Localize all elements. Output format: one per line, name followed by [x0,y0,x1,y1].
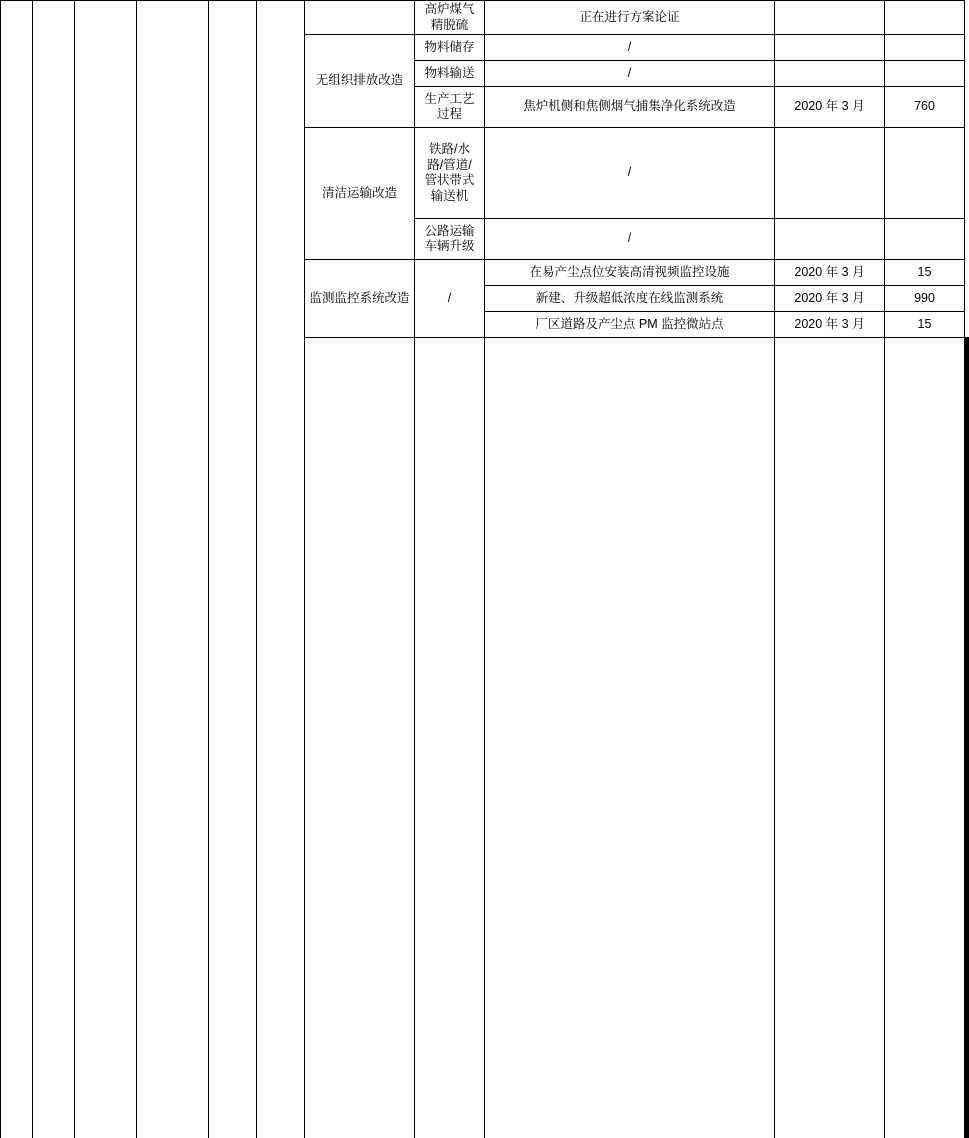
cell-capacity2-prev [257,1,305,1138]
cell-category-bfg-prev [305,1,415,35]
cell-company-prev [137,1,209,1138]
cell-content: / [485,35,775,61]
cell-category-clean-transport: 清洁运输改造 [305,128,415,260]
cell-content-bfg-prev: 正在进行方案论证 [485,1,775,35]
cell-amount: 15 [885,312,965,338]
cell-index [305,338,415,1138]
cell-city-prev [33,1,75,1138]
cell-amount-bfg-prev [885,1,965,35]
cell-company [775,338,885,1138]
cell-process: 铁路/水 路/管道/ 管状带式 输送机 [415,128,485,219]
cell-process: 物料储存 [415,35,485,61]
cell-category-monitoring: 监测监控系统改造 [305,260,415,338]
cell-category-unorganized-prev: 无组织排放改造 [305,35,415,128]
cell-capacity1 [885,338,965,1138]
cell-deadline: 2020 年 3 月 [775,87,885,128]
cell-process-bfg-prev: 高炉煤气 精脱硫 [415,1,485,35]
cell-deadline-bfg-prev [775,1,885,35]
cell-city [415,338,485,1138]
cell-amount: 15 [885,260,965,286]
cell-deadline: 2020 年 3 月 [775,312,885,338]
cell-process: 公路运输 车辆升级 [415,219,485,260]
cell-content: 焦炉机侧和焦侧烟气捕集净化系统改造 [485,87,775,128]
cell-process: 物料输送 [415,61,485,87]
cell-amount [885,61,965,87]
cell-deadline [775,219,885,260]
cell-deadline: 2020 年 3 月 [775,286,885,312]
cell-amount: 760 [885,87,965,128]
cell-amount [885,219,965,260]
cell-deadline [775,128,885,219]
cell-process: 生产工艺 过程 [415,87,485,128]
cell-content: / [485,61,775,87]
cell-capacity1-prev [209,1,257,1138]
cell-deadline [775,61,885,87]
cell-amount [885,128,965,219]
cell-index-prev [1,1,33,1138]
cell-content: / [485,128,775,219]
cell-amount [885,35,965,61]
cell-county [485,338,775,1138]
cell-process-monitoring: / [415,260,485,338]
cell-content: 新建、升级超低浓度在线监测系统 [485,286,775,312]
cell-deadline [775,35,885,61]
cell-content: / [485,219,775,260]
cell-county-prev [75,1,137,1138]
cell-content: 在易产尘点位安装高清视频监控设施 [485,260,775,286]
cell-deadline: 2020 年 3 月 [775,260,885,286]
cell-amount: 990 [885,286,965,312]
cell-content: 厂区道路及产尘点 PM 监控微站点 [485,312,775,338]
